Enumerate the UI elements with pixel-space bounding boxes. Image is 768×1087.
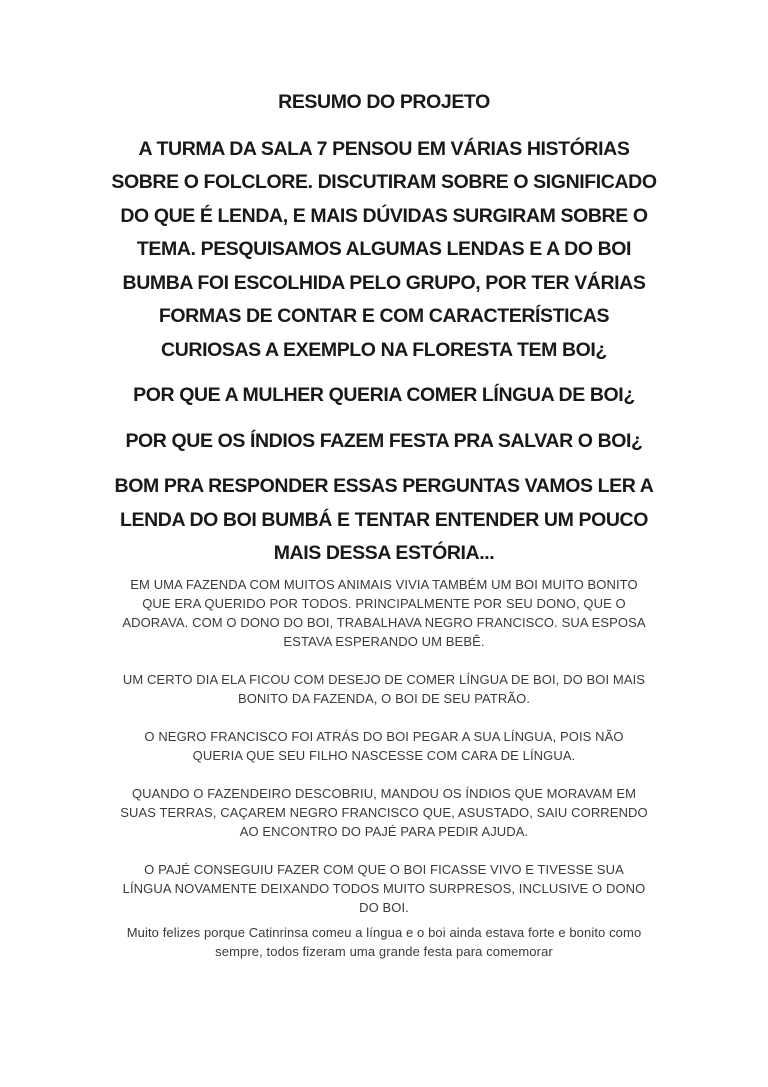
story-line: DO BOI. — [359, 899, 409, 915]
question-1 — [64, 379, 704, 413]
lead-line: BOM PRA RESPONDER ESSAS PERGUNTAS VAMOS LER A — [114, 475, 654, 497]
story-line: UM CERTO DIA ELA FICOU COM DESEJO DE COMER LÍNGUA DE BOI, DO BOI MAIS — [122, 671, 646, 687]
intro-line: BUMBA FOI ESCOLHIDA PELO GRUPO, POR TER VÁRIAS — [122, 271, 646, 294]
story-line: LÍNGUA NOVAMENTE DEIXANDO TODOS MUITO SURPRESOS, INCLUSIVE O DONO — [122, 880, 646, 896]
story-paragraph-5 — [64, 860, 704, 917]
question-2-text: POR QUE OS ÍNDIOS FAZEM FESTA PRA SALVAR O BOI¿ — [125, 429, 643, 452]
story-line: QUE ERA QUERIDO POR TODOS. PRINCIPALMENTE POR SEU DONO, QUE O — [142, 595, 626, 611]
lead-line: LENDA DO BOI BUMBÁ E TENTAR ENTENDER UM POUCO — [119, 508, 648, 531]
intro-line: FORMAS DE CONTAR E COM CARACTERÍSTICAS — [158, 305, 610, 327]
story-line: ESTAVA ESPERANDO UM BEBÊ. — [283, 633, 485, 649]
story-line: SUAS TERRAS, CAÇAREM NEGRO FRANCISCO QUE, ASUSTADO, SAIU CORRENDO — [120, 804, 648, 820]
lead-line: MAIS DESSA ESTÓRIA... — [273, 542, 495, 564]
story-line: O PAJÉ CONSEGUIU FAZER COM QUE O BOI FICASSE VIVO E TIVESSE SUA — [144, 861, 624, 877]
page-title — [64, 86, 704, 120]
lead-paragraph — [64, 470, 704, 571]
story-line: QUERIA QUE SEU FILHO NASCESSE COM CARA DE LÍNGUA. — [192, 747, 576, 763]
closing-line: sempre, todos fizeram uma grande festa para comemorar — [215, 943, 553, 959]
story-line: AO ENCONTRO DO PAJÉ PARA PEDIR AJUDA. — [239, 823, 529, 839]
story-paragraph-2 — [64, 670, 704, 708]
page-title-text: RESUMO DO PROJETO — [278, 91, 490, 113]
story-paragraph-1 — [64, 575, 704, 651]
story-line: ADORAVA. COM O DONO DO BOI, TRABALHAVA NEGRO FRANCISCO. SUA ESPOSA — [122, 614, 646, 630]
story-paragraph-3 — [64, 727, 704, 765]
intro-line: A TURMA DA SALA 7 PENSOU EM VÁRIAS HISTÓRIAS — [138, 137, 630, 160]
closing-line: Muito felizes porque Catinrinsa comeu a língua e o boi ainda estava forte e bonito como — [126, 924, 642, 940]
story-line: BONITO DA FAZENDA, O BOI DE SEU PATRÃO. — [237, 690, 531, 706]
text-column — [64, 86, 704, 961]
intro-line: DO QUE É LENDA, E MAIS DÚVIDAS SURGIRAM SOBRE O — [120, 204, 648, 227]
story-line: QUANDO O FAZENDEIRO DESCOBRIU, MANDOU OS ÍNDIOS QUE MORAVAM EM — [131, 785, 637, 801]
intro-line: TEMA. PESQUISAMOS ALGUMAS LENDAS E A DO BOI — [136, 238, 632, 260]
question-2 — [64, 425, 704, 459]
question-1-text: POR QUE A MULHER QUERIA COMER LÍNGUA DE BOI¿ — [133, 384, 635, 406]
intro-line: SOBRE O FOLCLORE. DISCUTIRAM SOBRE O SIGNIFICADO — [111, 171, 657, 193]
closing-paragraph — [64, 923, 704, 961]
story-paragraph-4 — [64, 784, 704, 841]
story-line: O NEGRO FRANCISCO FOI ATRÁS DO BOI PEGAR A SUA LÍNGUA, POIS NÃO — [144, 728, 624, 744]
intro-line: CURIOSAS A EXEMPLO NA FLORESTA TEM BOI¿ — [161, 338, 607, 361]
intro-paragraph — [64, 133, 704, 368]
story-line: EM UMA FAZENDA COM MUITOS ANIMAIS VIVIA TAMBÉM UM BOI MUITO BONITO — [130, 576, 638, 592]
